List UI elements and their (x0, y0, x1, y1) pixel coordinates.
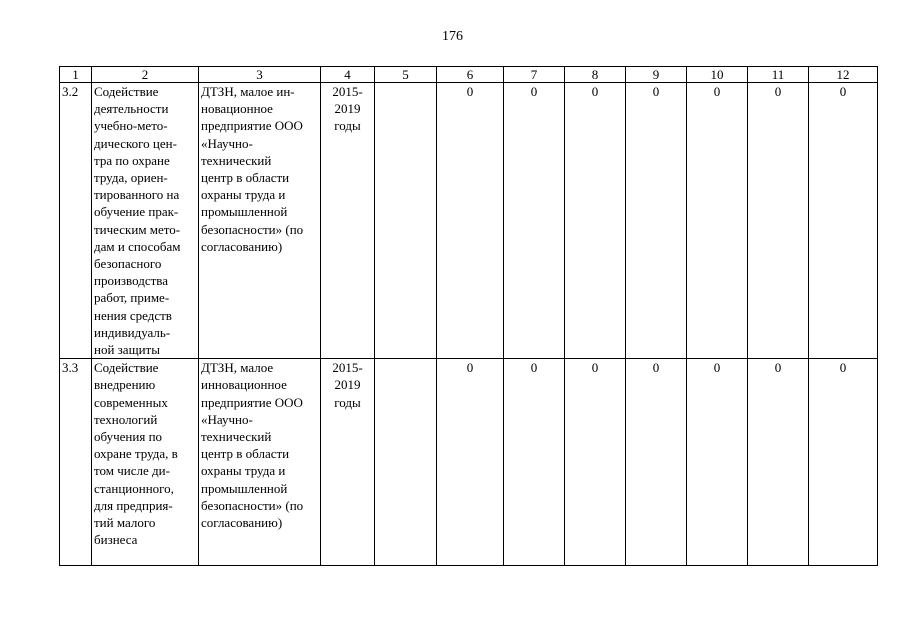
column-header-3: 3 (199, 67, 321, 83)
value-cell-12: 0 (809, 359, 878, 566)
column-header-10: 10 (687, 67, 748, 83)
column-header-7: 7 (504, 67, 565, 83)
row-number: 3.2 (60, 83, 92, 359)
value-cell-12: 0 (809, 83, 878, 359)
column-header-2: 2 (92, 67, 199, 83)
table-row (60, 359, 878, 566)
column-number-row (60, 67, 878, 83)
value-cell-7: 0 (504, 359, 565, 566)
value-cell-5 (375, 359, 437, 566)
executors-cell: ДТЗН, малое ин- новационное предприятие ООО «Научно- технический центр в области охраны труда и промышленной безопасности» (по согласованию) (199, 83, 321, 359)
column-header-4: 4 (321, 67, 375, 83)
value-cell-10: 0 (687, 83, 748, 359)
column-header-6: 6 (437, 67, 504, 83)
value-cell-5 (375, 83, 437, 359)
value-cell-11: 0 (748, 83, 809, 359)
value-cell-9: 0 (626, 359, 687, 566)
row-number: 3.3 (60, 359, 92, 566)
value-cell-8: 0 (565, 359, 626, 566)
value-cell-8: 0 (565, 83, 626, 359)
table-row (60, 83, 878, 359)
column-header-1: 1 (60, 67, 92, 83)
period-cell: 2015- 2019 годы (321, 359, 375, 566)
column-header-12: 12 (809, 67, 878, 83)
value-cell-9: 0 (626, 83, 687, 359)
column-header-5: 5 (375, 67, 437, 83)
period-cell: 2015- 2019 годы (321, 83, 375, 359)
page-number: 176 (442, 29, 463, 44)
column-header-11: 11 (748, 67, 809, 83)
column-header-9: 9 (626, 67, 687, 83)
activity-cell: Содействие внедрению современных технологий обучения по охране труда, в том числе ди- станционного, для предприя- тий малого бизнеса (92, 359, 199, 566)
value-cell-10: 0 (687, 359, 748, 566)
column-header-8: 8 (565, 67, 626, 83)
value-cell-6: 0 (437, 83, 504, 359)
activity-cell: Содействие деятельности учебно-мето- дического цен- тра по охране труда, ориен- тированного на обучение прак- тическим мето- дам и способам безопасного производства работ, приме- нения средств индивидуаль- ной защиты (92, 83, 199, 359)
program-table (59, 66, 878, 566)
value-cell-6: 0 (437, 359, 504, 566)
value-cell-11: 0 (748, 359, 809, 566)
value-cell-7: 0 (504, 83, 565, 359)
executors-cell: ДТЗН, малое инновационное предприятие ООО «Научно- технический центр в области охраны труда и промышленной безопасности» (по согласованию) (199, 359, 321, 566)
